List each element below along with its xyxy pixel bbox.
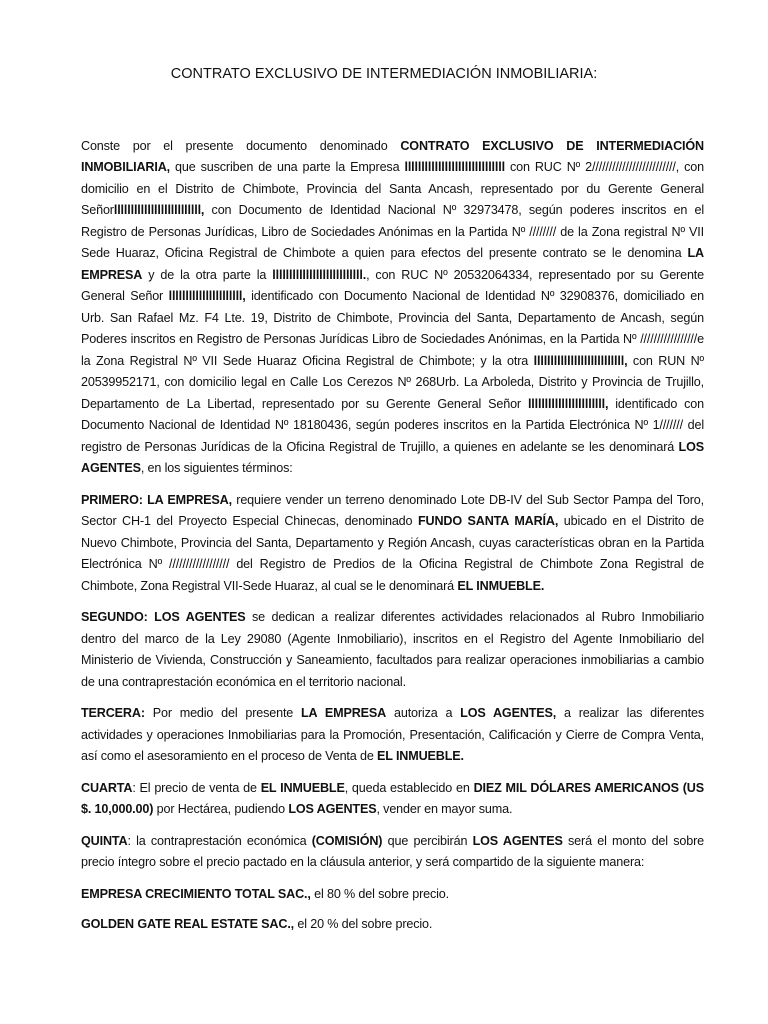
- text-span: , con RUC Nº 20532064334, representado por su Gerente General Señor: [81, 267, 705, 303]
- text-span: a realizar las diferentes actividades y operaciones Inmobiliarias para la Promoción, Presentación, Calificación y Cierre de Compra Venta, así como el asesoramiento en el proceso de Venta de: [81, 706, 704, 763]
- redacted-manager: lllllllllllllllllllllll,: [527, 396, 609, 411]
- party-la-empresa: LA EMPRESA: [301, 706, 387, 720]
- document-title: CONTRATO EXCLUSIVO DE INTERMEDIACIÓN INMOBILIARIA:: [170, 66, 598, 82]
- clause-heading: CUARTA: [81, 780, 133, 795]
- party-los-agentes: LOS AGENTES: [472, 833, 563, 848]
- property-name: FUNDO SANTA MARÍA,: [417, 514, 559, 528]
- text-span: que percibirán: [382, 833, 473, 848]
- clause-heading: TERCERA:: [81, 706, 145, 720]
- text-span: requiere vender un terreno denominado Lote DB-IV del Sub Sector Pampa del Toro, Sector CH-1 del Proyecto Especial Chinecas, denominado: [81, 492, 704, 528]
- clause-tercera: [81, 703, 704, 768]
- company-name: GOLDEN GATE REAL ESTATE SAC.,: [81, 917, 295, 931]
- text-span: : la contraprestación económica: [127, 833, 312, 848]
- intro-paragraph: [81, 136, 704, 480]
- text-span: con RUC Nº 2/////////////////////////, con domicilio en el Distrito de Chimbote, Provincia del Santa Ancash, representado por du Gerente General Señor: [81, 160, 704, 217]
- price-amount: DIEZ MIL DÓLARES AMERICANOS (US $. 10,000.00): [81, 780, 705, 816]
- text-span: por Hectárea, pudiendo: [153, 802, 289, 816]
- party-los-agentes: LOS AGENTES: [288, 802, 377, 816]
- text-span: , vender en mayor suma.: [376, 802, 513, 816]
- commission-term: (COMISIÓN): [311, 833, 383, 848]
- clause-heading: QUINTA: [81, 833, 128, 848]
- commission-share-2: [81, 914, 704, 936]
- party-la-empresa: LA EMPRESA: [81, 246, 704, 282]
- text-span: Por medio del presente: [144, 706, 302, 720]
- clause-quinta: [81, 831, 704, 874]
- text-span: Conste por el presente documento denominado: [81, 138, 401, 153]
- text-span: , en los siguientes términos:: [140, 461, 293, 475]
- el-inmueble-term: EL INMUEBLE.: [377, 749, 464, 763]
- text-span: autoriza a: [386, 706, 461, 720]
- el-inmueble-term: EL INMUEBLE.: [457, 578, 545, 593]
- text-span: ubicado en el Distrito de Nuevo Chimbote, Provincia del Santa, Departamento y Región Ancash, cuyas características obran en la Partida Electrónica Nº ////////////////// del Registro de Predios de la Oficina Registral de Chimbote Zona Registral de Chimbote, Zona Registral VII-Sede Huaraz, al cual se le denominará: [81, 514, 704, 593]
- text-span: : El precio de venta de: [132, 780, 261, 795]
- text-span: identificado con Documento Nacional de Identidad Nº 32908376, domiciliado en Urb. San Rafael Mz. F4 Lte. 19, Distrito de Chimbote, Provincia del Santa, Departamento de Ancash, según Poderes inscritos en Registro de Personas Jurídicas Libro de Sociedades Anónimas, en la Partida Nº /////////////////e la Zona Registral Nº VII Sede Huaraz Oficina Registral de Chimbote; y la otra: [81, 289, 704, 368]
- clause-primero: [81, 490, 704, 598]
- text-span: el 20 % del sobre precio.: [294, 917, 433, 931]
- commission-share-1: [81, 884, 704, 906]
- party-los-agentes: LOS AGENTES,: [460, 706, 557, 720]
- clause-segundo: [81, 607, 704, 693]
- party-los-agentes: LOS AGENTES: [81, 439, 704, 475]
- redacted-company: lllllllllllllllllllllllllll,: [533, 353, 628, 368]
- text-span: se dedican a realizar diferentes actividades relacionados al Rubro Inmobiliario dentro del marco de la Ley 29080 (Agente Inmobiliario), inscritos en el Registro del Agente Inmobiliario del Ministerio de Vivienda, Construcción y Saneamiento, facultados para realizar operaciones inmobiliarias a cambio de una contraprestación económica en el territorio nacional.: [81, 610, 704, 689]
- text-span: , queda establecido en: [344, 780, 474, 795]
- text-span: con Documento de Identidad Nacional Nº 32973478, según poderes inscritos en el Registro de Personas Jurídicas, Libro de Sociedades Anónimas en la Partida Nº //////// de la Zona registral Nº VII Sede Huaraz, Oficina Registral de Chimbote a quien para efectos del presente contrato se le denomina: [81, 203, 704, 260]
- clause-cuarta: [81, 778, 704, 821]
- text-span: con RUN Nº 20539952171, con domicilio legal en Calle Los Cerezos Nº 268Urb. La Arboleda, Distrito y Provincia de Trujillo, Departamento de La Libertad, representado por su Gerente General Señor: [81, 353, 704, 411]
- contract-name: CONTRATO EXCLUSIVO DE INTERMEDIACIÓN INMOBILIARIA,: [81, 138, 704, 174]
- redacted-manager: llllllllllllllllllllll,: [168, 289, 246, 303]
- clause-heading: PRIMERO: LA EMPRESA,: [81, 492, 232, 507]
- text-span: y de la otra parte la: [142, 267, 273, 282]
- text-span: que suscriben de una parte la Empresa: [170, 160, 405, 174]
- text-span: identificado con Documento Nacional de Identidad Nº 18180436, según poderes inscritos en la Partida Electrónica Nº 1/////// del registro de Personas Jurídicas de la Oficina Registral de Trujillo, a quienes en adelante se les denominará: [81, 396, 705, 454]
- text-span: será el monto del sobre precio íntegro sobre el precio pactado en la cláusula anterior, y será compartido de la siguiente manera:: [81, 833, 704, 869]
- redacted-company: llllllllllllllllllllllllllllll: [404, 160, 505, 174]
- redacted-manager: llllllllllllllllllllllllll,: [113, 203, 205, 217]
- redacted-company: lllllllllllllllllllllllllll.: [272, 267, 367, 282]
- company-name: EMPRESA CRECIMIENTO TOTAL SAC.,: [81, 886, 311, 901]
- text-span: el 80 % del sobre precio.: [310, 886, 449, 901]
- el-inmueble-term: EL INMUEBLE: [260, 780, 345, 795]
- clause-heading: SEGUNDO: LOS AGENTES: [81, 610, 246, 624]
